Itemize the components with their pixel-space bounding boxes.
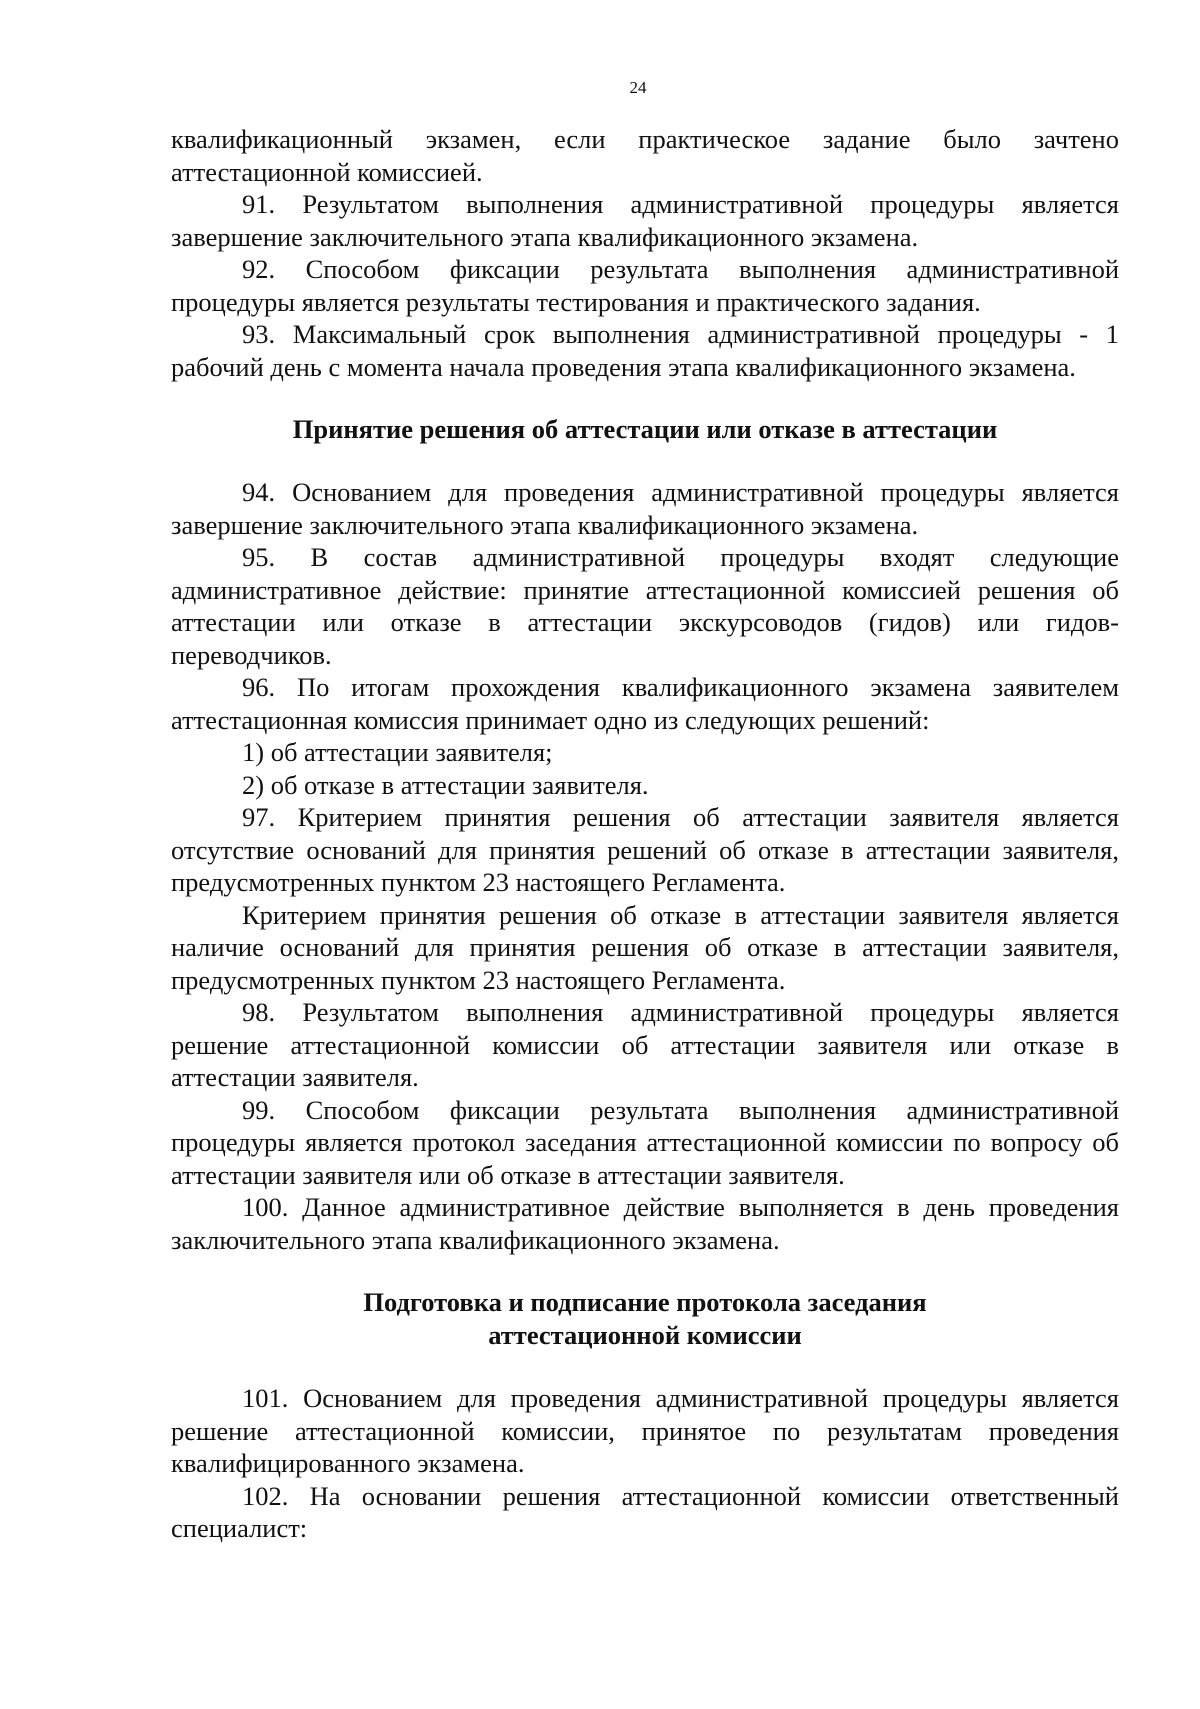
document-body <box>171 123 1119 1545</box>
section-heading-protocol <box>171 1286 1119 1352</box>
paragraph-94: 94. Основанием для проведения административной процедуры является завершение заключительного этапа квалификационного экзамена. <box>171 477 1119 540</box>
list-item-attestation: 1) об аттестации заявителя; <box>242 737 553 767</box>
paragraph-93: 93. Максимальный срок выполнения административной процедуры - 1 рабочий день с момента начала проведения этапа квалификационного экзамена. <box>171 319 1119 382</box>
paragraph-102: 102. На основании решения аттестационной комиссии ответственный специалист: <box>171 1480 1119 1543</box>
paragraph-96: 96. По итогам прохождения квалификационного экзамена заявителем аттестационная комиссия принимает одно из следующих решений: <box>171 672 1119 735</box>
paragraph-95: 95. В состав административной процедуры входят следующие административное действие: принятие аттестационной комиссией решения об аттестации или отказе в аттестации экскурсоводов (гидов) или гидов-переводчиков. <box>171 542 1119 670</box>
paragraph-99: 99. Способом фиксации результата выполнения административной процедуры является протокол заседания аттестационной комиссии по вопросу об аттестации заявителя или об отказе в аттестации заявителя. <box>171 1094 1119 1190</box>
list-item-refusal: 2) об отказе в аттестации заявителя. <box>242 769 649 800</box>
paragraph-101: 101. Основанием для проведения административной процедуры является решение аттестационной комиссии, принятое по результатам проведения квалифицированного экзамена. <box>171 1383 1119 1478</box>
section-heading-protocol-line-1: Подготовка и подписание протокола заседания <box>363 1287 927 1317</box>
paragraph-97-criterion-refusal: Критерием принятия решения об отказе в аттестации заявителя является наличие оснований для принятия решения об отказе в аттестации заявителя, предусмотренных пунктом 23 настоящего Регламента. <box>171 899 1119 995</box>
paragraph-98: 98. Результатом выполнения административной процедуры является решение аттестационной комиссии об аттестации заявителя или отказе в аттестации заявителя. <box>171 997 1119 1092</box>
section-heading-protocol-line-2: аттестационной комиссии <box>488 1320 802 1350</box>
paragraph-exam-continuation: квалификационный экзамен, если практическое задание было зачтено аттестационной комиссией. <box>171 124 1119 187</box>
paragraph-97: 97. Критерием принятия решения об аттестации заявителя является отсутствие оснований для принятия решений об отказе в аттестации заявителя, предусмотренных пунктом 23 настоящего Регламента. <box>171 802 1119 897</box>
paragraph-91: 91. Результатом выполнения административной процедуры является завершение заключительного этапа квалификационного экзамена. <box>171 189 1119 252</box>
page-number: 24 <box>629 78 647 97</box>
section-heading-decision: Принятие решения об аттестации или отказе в аттестации <box>292 414 998 444</box>
paragraph-92: 92. Способом фиксации результата выполнения административной процедуры является результаты тестирования и практического задания. <box>171 254 1119 317</box>
paragraph-100: 100. Данное административное действие выполняется в день проведения заключительного этапа квалификационного экзамена. <box>171 1192 1119 1255</box>
